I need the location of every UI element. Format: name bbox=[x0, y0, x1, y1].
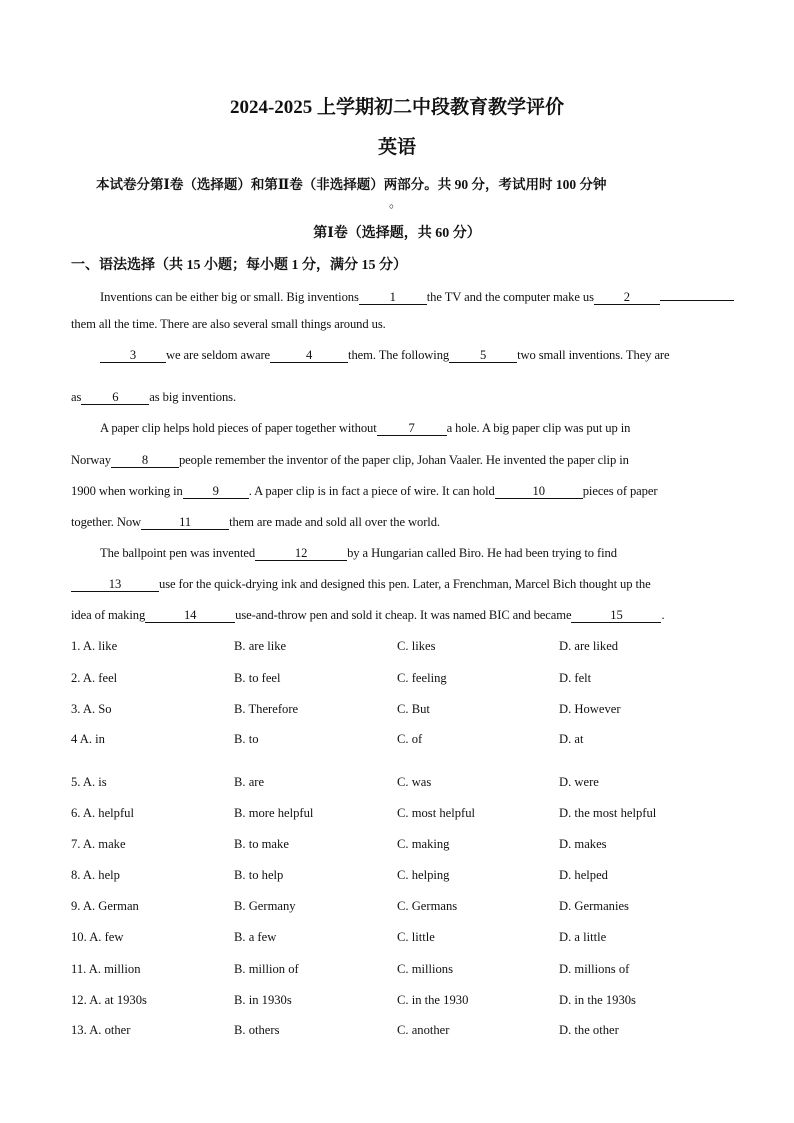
option-a: 4 A. in bbox=[71, 732, 105, 746]
option-d: D. a little bbox=[559, 930, 607, 944]
option-b: B. others bbox=[234, 1023, 280, 1037]
blank-2: 2 bbox=[594, 290, 660, 305]
option-c: C. Germans bbox=[397, 899, 458, 913]
option-b: B. a few bbox=[234, 930, 277, 944]
option-c: C. of bbox=[397, 732, 423, 746]
option-a: 5. A. is bbox=[71, 775, 107, 789]
option-b: B. Germany bbox=[234, 899, 296, 913]
option-c: C. most helpful bbox=[397, 806, 476, 820]
passage-text: Inventions can be either big or small. Big inventions bbox=[100, 290, 359, 304]
blank-6: 6 bbox=[81, 390, 149, 405]
option-d: D. were bbox=[559, 775, 599, 789]
passage-text: we are seldom aware bbox=[166, 348, 271, 362]
option-c: C. was bbox=[397, 775, 432, 789]
option-c: C. helping bbox=[397, 868, 450, 882]
option-d: D. in the 1930s bbox=[559, 993, 636, 1007]
option-a: 1. A. like bbox=[71, 639, 118, 653]
option-b: B. to feel bbox=[234, 671, 281, 685]
passage-text: The ballpoint pen was invented bbox=[100, 546, 256, 560]
blank-9: 9 bbox=[183, 484, 249, 499]
option-d: D. are liked bbox=[559, 639, 619, 653]
passage-text: . bbox=[661, 608, 665, 622]
option-d: D. felt bbox=[559, 671, 592, 685]
option-b: B. to bbox=[234, 732, 259, 746]
passage-text: the TV and the computer make us bbox=[426, 290, 594, 304]
option-c: C. But bbox=[397, 702, 430, 716]
option-a: 3. A. So bbox=[71, 702, 112, 716]
blank-14: 14 bbox=[145, 608, 235, 623]
passage-line bbox=[71, 317, 386, 332]
option-d: D. the other bbox=[559, 1023, 619, 1037]
passage-line bbox=[71, 453, 629, 468]
option-a: 10. A. few bbox=[71, 930, 124, 944]
passage-line bbox=[71, 515, 440, 530]
passage-text: by a Hungarian called Biro. He had been trying to find bbox=[347, 546, 617, 560]
blank-12: 12 bbox=[255, 546, 347, 561]
exam-title: 2024-2025 上学期初二中段教育教学评价 bbox=[229, 97, 565, 118]
option-d: D. helped bbox=[559, 868, 608, 882]
option-d: D. the most helpful bbox=[559, 806, 657, 820]
option-c: C. likes bbox=[397, 639, 436, 653]
blank-10: 10 bbox=[495, 484, 583, 499]
option-b: B. to make bbox=[234, 837, 289, 851]
option-c: C. in the 1930 bbox=[397, 993, 469, 1007]
option-b: B. in 1930s bbox=[234, 993, 292, 1007]
option-a: 9. A. German bbox=[71, 899, 139, 913]
exam-note-end: 。 bbox=[389, 195, 403, 210]
blank-1: 1 bbox=[359, 290, 427, 305]
option-d: D. makes bbox=[559, 837, 607, 851]
option-a: 6. A. helpful bbox=[71, 806, 134, 820]
option-c: C. making bbox=[397, 837, 450, 851]
blank-2-extension bbox=[660, 286, 734, 301]
option-a: 7. A. make bbox=[71, 837, 126, 851]
option-c: C. millions bbox=[397, 962, 453, 976]
option-d: D. at bbox=[559, 732, 584, 746]
option-b: B. Therefore bbox=[234, 702, 299, 716]
option-d: D. millions of bbox=[559, 962, 630, 976]
option-a: 12. A. at 1930s bbox=[71, 993, 147, 1007]
passage-text: them are made and sold all over the world. bbox=[229, 515, 440, 529]
section-heading: 一、语法选择（共 15 小题；每小题 1 分，满分 15 分） bbox=[71, 258, 407, 273]
passage-text: use for the quick-drying ink and designed this pen. Later, a Frenchman, Marcel Bich thought up the bbox=[159, 577, 651, 591]
passage-text: 1900 when working in bbox=[71, 484, 183, 498]
passage-text: a hole. A big paper clip was put up in bbox=[446, 421, 631, 435]
passage-text: as bbox=[71, 390, 82, 404]
option-b: B. more helpful bbox=[234, 806, 314, 820]
option-b: B. are bbox=[234, 775, 265, 789]
blank-11: 11 bbox=[141, 515, 229, 530]
passage-text: them. The following bbox=[348, 348, 450, 362]
passage-text: idea of making bbox=[71, 608, 146, 622]
option-c: C. little bbox=[397, 930, 435, 944]
option-b: B. to help bbox=[234, 868, 284, 882]
passage-line bbox=[100, 421, 630, 436]
passage-text: together. Now bbox=[71, 515, 142, 529]
passage-line bbox=[71, 390, 236, 405]
part-heading: 第Ⅰ卷（选择题，共 60 分） bbox=[313, 226, 481, 241]
option-a: 11. A. million bbox=[71, 962, 141, 976]
passage-text: use-and-throw pen and sold it cheap. It was named BIC and became bbox=[235, 608, 572, 622]
option-c: C. another bbox=[397, 1023, 450, 1037]
option-b: B. are like bbox=[234, 639, 287, 653]
option-a: 13. A. other bbox=[71, 1023, 131, 1037]
passage-text: as big inventions. bbox=[149, 390, 236, 404]
subject-title: 英语 bbox=[377, 137, 416, 158]
option-d: D. However bbox=[559, 702, 621, 716]
blank-13: 13 bbox=[71, 577, 159, 592]
blank-3: 3 bbox=[100, 348, 166, 363]
passage-text: them all the time. There are also several small things around us. bbox=[71, 317, 386, 331]
passage-text: . A paper clip is in fact a piece of wire. It can hold bbox=[248, 484, 495, 498]
passage-line bbox=[71, 484, 657, 499]
passage-line bbox=[100, 348, 670, 363]
option-a: 2. A. feel bbox=[71, 671, 118, 685]
passage-text: people remember the inventor of the paper clip, Johan Vaaler. He invented the paper clip in bbox=[178, 453, 629, 467]
option-a: 8. A. help bbox=[71, 868, 120, 882]
passage-text: pieces of paper bbox=[582, 484, 658, 498]
passage-text: two small inventions. They are bbox=[517, 348, 670, 362]
passage-text: Norway bbox=[71, 453, 111, 467]
option-c: C. feeling bbox=[397, 671, 447, 685]
blank-5: 5 bbox=[449, 348, 517, 363]
passage-text: A paper clip helps hold pieces of paper together without bbox=[100, 421, 377, 435]
blank-8: 8 bbox=[111, 453, 179, 468]
blank-4: 4 bbox=[270, 348, 348, 363]
option-b: B. million of bbox=[234, 962, 299, 976]
option-d: D. Germanies bbox=[559, 899, 629, 913]
exam-note: 本试卷分第Ⅰ卷（选择题）和第Ⅱ卷（非选择题）两部分。共 90 分，考试用时 100 分钟 bbox=[96, 177, 607, 192]
passage-line bbox=[100, 286, 734, 305]
passage-line bbox=[71, 577, 651, 592]
blank-15: 15 bbox=[571, 608, 661, 623]
blank-7: 7 bbox=[377, 421, 447, 436]
passage-line bbox=[71, 608, 665, 623]
passage-line bbox=[100, 546, 617, 561]
